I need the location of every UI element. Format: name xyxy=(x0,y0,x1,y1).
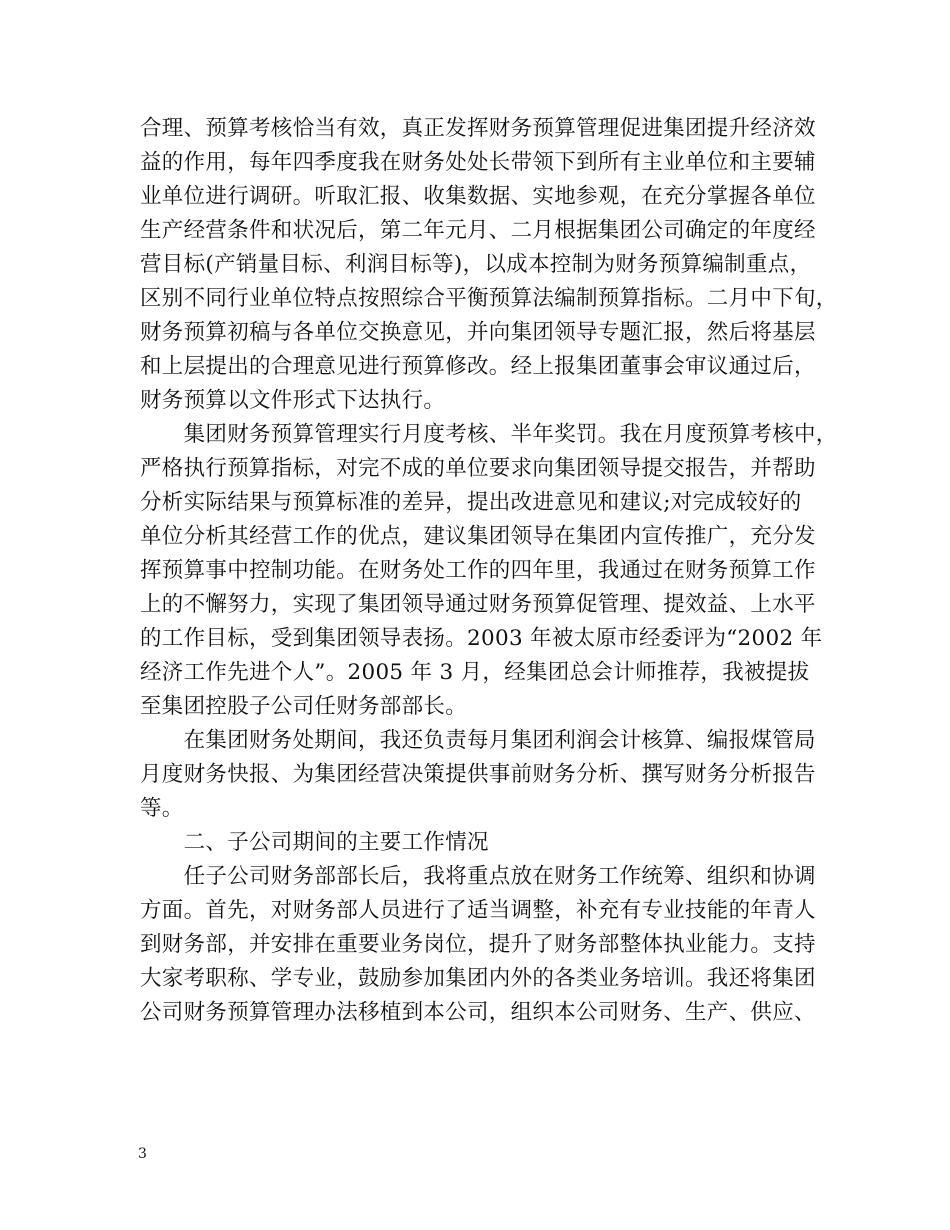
text-line: 财务预算以文件形式下达执行。 xyxy=(140,388,446,413)
text-line: 的工作目标，受到集团领导表扬。2003 年被太原市经委评为“2002 年 xyxy=(140,626,823,651)
text-line: 上的不懈努力，实现了集团领导通过财务预算促管理、提效益、上水平 xyxy=(140,592,816,617)
text-line: 生产经营条件和状况后，第二年元月、二月根据集团公司确定的年度经 xyxy=(140,218,816,243)
text-line: 单位分析其经营工作的优点，建议集团领导在集团内宣传推广，充分发 xyxy=(140,524,816,549)
page-number: 3 xyxy=(138,1146,147,1162)
text-line: 严格执行预算指标，对完不成的单位要求向集团领导提交报告，并帮助 xyxy=(140,456,816,481)
text-line: 财务预算初稿与各单位交换意见，并向集团领导专题汇报，然后将基层 xyxy=(140,320,816,345)
text-line: 区别不同行业单位特点按照综合平衡预算法编制预算指标。二月中下旬， xyxy=(140,286,838,311)
text-line: 在集团财务处期间，我还负责每月集团利润会计核算、编报煤管局 xyxy=(140,728,816,753)
section-heading: 二、子公司期间的主要工作情况 xyxy=(140,830,489,855)
text-line: 业单位进行调研。听取汇报、收集数据、实地参观，在充分掌握各单位 xyxy=(140,184,816,209)
text-line: 任子公司财务部部长后，我将重点放在财务工作统筹、组织和协调 xyxy=(140,864,816,889)
text-line: 月度财务快报、为集团经营决策提供事前财务分析、撰写财务分析报告 xyxy=(140,762,816,787)
body-text xyxy=(140,112,838,1030)
text-line: 集团财务预算管理实行月度考核、半年奖罚。我在月度预算考核中， xyxy=(140,422,838,447)
text-line: 至集团控股子公司任财务部部长。 xyxy=(140,694,468,719)
text-line: 挥预算事中控制功能。在财务处工作的四年里，我通过在财务预算工作 xyxy=(140,558,816,583)
text-line: 分析实际结果与预算标准的差异，提出改进意见和建议;对完成较好的 xyxy=(140,490,802,515)
text-line: 等。 xyxy=(140,796,184,821)
text-line: 营目标(产销量目标、利润目标等)，以成本控制为财务预算编制重点， xyxy=(140,252,812,277)
text-line: 和上层提出的合理意见进行预算修改。经上报集团董事会审议通过后， xyxy=(140,354,816,379)
text-line: 经济工作先进个人”。2005 年 3 月，经集团总会计师推荐，我被提拔 xyxy=(140,660,810,685)
text-line: 方面。首先，对财务部人员进行了适当调整，补充有专业技能的年青人 xyxy=(140,898,816,923)
text-line: 公司财务预算管理办法移植到本公司，组织本公司财务、生产、供应、 xyxy=(140,1000,816,1025)
text-line: 到财务部，并安排在重要业务岗位，提升了财务部整体执业能力。支持 xyxy=(140,932,816,957)
text-line: 大家考职称、学专业，鼓励参加集团内外的各类业务培训。我还将集团 xyxy=(140,966,816,991)
text-line: 合理、预算考核恰当有效，真正发挥财务预算管理促进集团提升经济效 xyxy=(140,116,816,141)
text-line: 益的作用，每年四季度我在财务处处长带领下到所有主业单位和主要辅 xyxy=(140,150,816,175)
